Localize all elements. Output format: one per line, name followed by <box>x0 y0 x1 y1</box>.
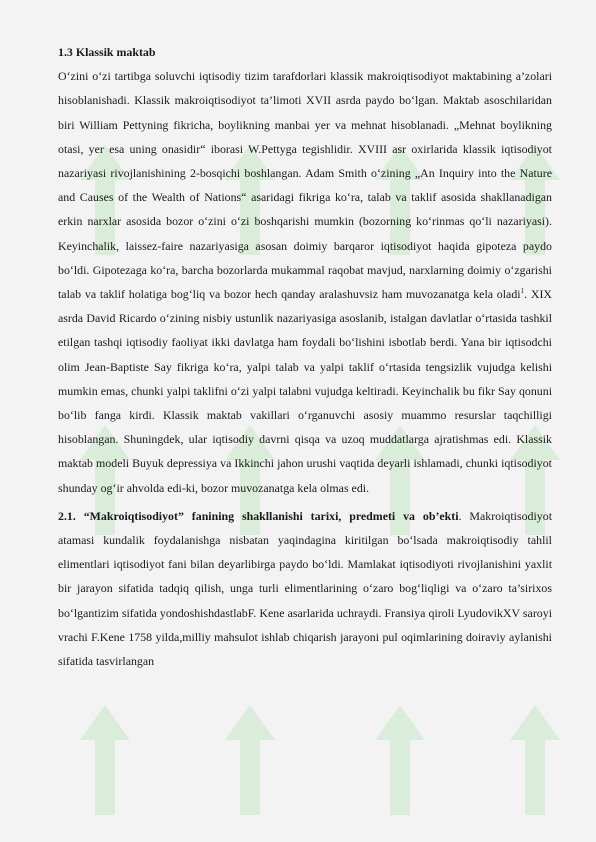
watermark-mark <box>215 700 285 820</box>
paragraph-text: O‘zini o‘zi tartibga soluvchi iqtisodiy tizim tarafdorlari klassik makroiqtisodiyot maktabining a’zolari hisoblanishadi. Klassik makroiqtisodiyot ta’limoti XVII asrda paydo bo‘lgan. Maktab asoschilaridan biri William Pettyning fikricha, boylikning manbai yer va mehnat hisoblanadi. „Mehnat boylikning otasi, yer esa uning onasidir“ iborasi W.Pettyga tegishlidir. XVIII asr oxirlarida klassik iqtisodiyot nazariyasi rivojlanishining 2-bosqichi boshlangan. Adam Smith o‘zining „An Inquiry into the Nature and Causes of the Wealth of Nations“ asaridagi fikriga ko‘ra, talab va taklif asosida shakllanadigan erkin narxlar asosida bozor o‘zini o‘zi boshqarishi mumkin (bozorning ko‘rinmas qo‘li nazariyasi). Keyinchalik, laissez-faire nazariyasiga asosan doimiy barqaror iqtisodiyot haqida gipoteza paydo bo‘ldi. Gipotezaga ko‘ra, barcha bozorlarda mukammal raqobat mavjud, narxlarning doimiy o‘zgarishi talab va taklif holatiga bog‘liq va bozor hech qanday aralashuvsiz ham muvozanatga kela oladi <box>58 69 552 302</box>
watermark-mark <box>365 700 435 820</box>
footnote-mark: 1 <box>520 287 525 296</box>
section-heading: 1.3 Klassik maktab <box>58 45 156 59</box>
watermark-mark <box>500 700 570 820</box>
paragraph-text: Makroiqtisodiyot atamasi kundalik foydalanishga nisbatan yaqindagina kiritilgan bo‘lsada makroiqtisodiy tahlil elimentlari iqtisodiyot fani bilan deyarlibirga paydo bo‘ldi. Mamlakat iqtisodiyoti rivojlanishini yaxlit bir jarayon sifatida tadqiq qilish, unga turli elimentlarining o‘zaro bog‘liqligi va o‘zaro ta’sirixos bo‘lgantizim sifatida yondoshishdastlabF. Kene asarlarida uchraydi. Fransiya qiroli LyudovikXV saroyi vrachi F.Kene 1758 yilda,milliy mahsulot ishlab chiqarish jarayoni pul oqimlarining doiraviy aylanishi sifatida tasvirlangan <box>58 508 552 669</box>
paragraph-macroeconomics-history <box>58 504 552 673</box>
watermark-mark <box>70 700 140 820</box>
paragraph-classical-school <box>58 64 552 500</box>
section-title: 2.1. “Makroiqtisodiyot” fanining shakllanishi tarixi, predmeti va ob’ekti <box>58 508 459 523</box>
document-page <box>58 40 552 673</box>
section-title-period: . <box>458 508 462 523</box>
paragraph-text-continued: . XIX asrda David Ricardo o‘zining nisbiy ustunlik nazariyasiga asoslanib, istalgan davlatlar o‘rtasida tashkil etilgan tashqi iqtisodiy faoliyat ikki davlatga ham foydali bo‘lishini isbotlab berdi. Yana bir iqtisodchi olim Jean-Baptiste Say fikriga ko‘ra, yalpi talab va yalpi taklif o‘rtasida tengsizlik vujudga kelishi mumkin emas, chunki yalpi taklifni o‘zi yalpi talabni vujudga keltiradi. Keyinchalik bu fikr Say qonuni bo‘lib fanga kirdi. Klassik maktab vakillari o‘rganuvchi asosiy muammo resurslar taqchilligi hisoblangan. Shuningdek, ular iqtisodiy davrni qisqa va uzoq muddatlarga ajratishmas edi. Klassik maktab modeli Buyuk depressiya va Ikkinchi jahon urushi vaqtida deyarli ishlamadi, chunki iqtisodiyot shunday og‘ir ahvolda edi-ki, bozor muvozanatga kela olmas edi. <box>58 287 552 495</box>
